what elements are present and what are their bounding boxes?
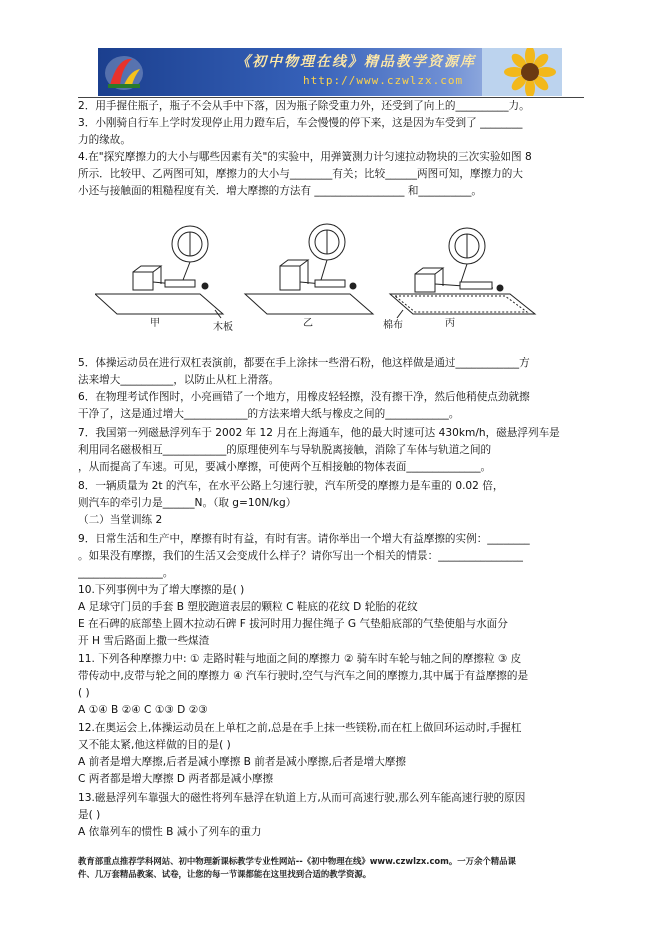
text-line: 4.在"探究摩擦力的大小与哪些因素有关"的实验中，用弹簧测力计匀速拉动物块的三次实验如图 8 bbox=[78, 151, 532, 163]
text-line: 又不能太紧,他这样做的目的是( ) bbox=[78, 739, 231, 751]
text-line: 6．在物理考试作图时，小亮画错了一个地方，用橡皮轻轻擦，没有擦干净，然后他稍使点劲就擦 bbox=[78, 391, 530, 403]
text-line: ________________。 bbox=[78, 567, 174, 579]
banner-title: 《初中物理在线》精品教学资源库 bbox=[236, 54, 476, 70]
text-line: ( ) bbox=[78, 687, 90, 699]
text-line: 干净了，这是通过增大____________的方法来增大纸与橡皮之间的____________。 bbox=[78, 408, 460, 420]
text-line: 是( ) bbox=[78, 809, 101, 821]
text-line: 带传动中,皮带与轮之间的摩擦力 ④ 汽车行驶时,空气与汽车之间的摩擦力,其中属于有益摩擦的是 bbox=[78, 670, 529, 682]
text-line: 7．我国第一列磁悬浮列车于 2002 年 12 月在上海通车，他的最大时速可达 430km/h，磁悬浮列车是 bbox=[78, 427, 560, 439]
sunflower-icon bbox=[482, 48, 562, 96]
header-rule bbox=[78, 97, 584, 98]
text-line: C 两者都是增大摩擦 D 两者都是减小摩擦 bbox=[78, 773, 274, 785]
text-line: 10.下列事例中为了增大摩擦的是( ) bbox=[78, 584, 245, 596]
text-line: 利用同名磁极相互____________的原理使列车与导轨脱离接触，消除了车体与轨道之间的 bbox=[78, 444, 492, 456]
text-line: 开 H 雪后路面上撒一些煤渣 bbox=[78, 635, 210, 647]
text-line: 。如果没有摩擦，我们的生活又会变成什么样子？请你写出一个相关的情景：________________ bbox=[78, 550, 523, 562]
header-banner bbox=[98, 48, 562, 96]
text-line: 9．日常生活和生产中，摩擦有时有益，有时有害。请你举出一个增大有益摩擦的实例：________ bbox=[78, 533, 530, 545]
text-line: A 足球守门员的手套 B 塑胶跑道表层的颗粒 C 鞋底的花纹 D 轮胎的花纹 bbox=[78, 601, 418, 613]
text-line: 2．用手握住瓶子，瓶子不会从手中下落，因为瓶子除受重力外，还受到了向上的__________力。 bbox=[78, 100, 530, 112]
label-bing: 丙 bbox=[445, 318, 455, 329]
text-line: A 前者是增大摩擦,后者是减小摩擦 B 前者是减小摩擦,后者是增大摩擦 bbox=[78, 756, 406, 768]
text-line: 法来增大__________，以防止从杠上滑落。 bbox=[78, 374, 280, 386]
label-yi: 乙 bbox=[303, 318, 313, 329]
text-line: ，从而提高了车速。可见，要减小摩擦，可使两个互相接触的物体表面______________。 bbox=[78, 461, 492, 473]
text-line: 13.磁悬浮列车靠强大的磁性将列车悬浮在轨道上方,从而可高速行驶,那么列车能高速行驶的原因 bbox=[78, 792, 526, 804]
experiment-yi bbox=[245, 224, 373, 314]
text-line: 则汽车的牵引力是______N。（取 g=10N/kg） bbox=[78, 497, 297, 509]
text-line: 力的缘故。 bbox=[78, 134, 131, 146]
banner-url[interactable]: http://www.czwlzx.com bbox=[303, 74, 464, 87]
text-line: A 依靠列车的惯性 B 减小了列车的重力 bbox=[78, 826, 262, 838]
label-muban: 木板 bbox=[213, 322, 233, 333]
text-line: 11. 下列各种摩擦力中: ① 走路时鞋与地面之间的摩擦力 ② 骑车时车轮与轴之间的摩擦粒 ③ 皮 bbox=[78, 653, 522, 665]
text-line: 12.在奥运会上,体操运动员在上单杠之前,总是在手上抹一些镁粉,而在杠上做回环运动时,手握杠 bbox=[78, 722, 522, 734]
text-line: 所示．比较甲、乙两图可知，摩擦力的大小与________有关；比较______两图可知，摩擦力的大 bbox=[78, 168, 523, 180]
text-line: 小还与接触面的粗糙程度有关．增大摩擦的方法有 _________________ 和__________。 bbox=[78, 185, 482, 197]
experiment-bing bbox=[390, 228, 535, 314]
text-line: 8．一辆质量为 2t 的汽车，在水平公路上匀速行驶，汽车所受的摩擦力是车重的 0.02 倍， bbox=[78, 480, 504, 492]
text-line: A ①④ B ②④ C ①③ D ②③ bbox=[78, 704, 208, 716]
footer-line: 件、几万套精品教案、试卷，让您的每一节课都能在这里找到合适的教学资源。 bbox=[78, 869, 372, 879]
text-line: 5．体操运动员在进行双杠表演前，都要在手上涂抹一些滑石粉，他这样做是通过____________方 bbox=[78, 357, 530, 369]
text-line: E 在石碑的底部垫上圆木拉动石碑 F 拔河时用力握住绳子 G 气垫船底部的气垫使船与水面分 bbox=[78, 618, 508, 630]
site-logo-icon bbox=[102, 51, 146, 93]
section-heading: （二）当堂训练 2 bbox=[78, 514, 163, 526]
experiment-jia bbox=[95, 226, 223, 314]
footer-line: 教育部重点推荐学科网站、初中物理新课标教学专业性网站--《初中物理在线》www.czwlzx.com。一万余个精品课 bbox=[78, 856, 516, 866]
text-line: 3．小刚骑自行车上学时发现停止用力蹬车后，车会慢慢的停下来，这是因为车受到了 ________ bbox=[78, 117, 523, 129]
label-jia: 甲 bbox=[150, 318, 160, 329]
label-mianbu: 棉布 bbox=[383, 320, 403, 331]
friction-experiment-figure bbox=[95, 222, 550, 340]
